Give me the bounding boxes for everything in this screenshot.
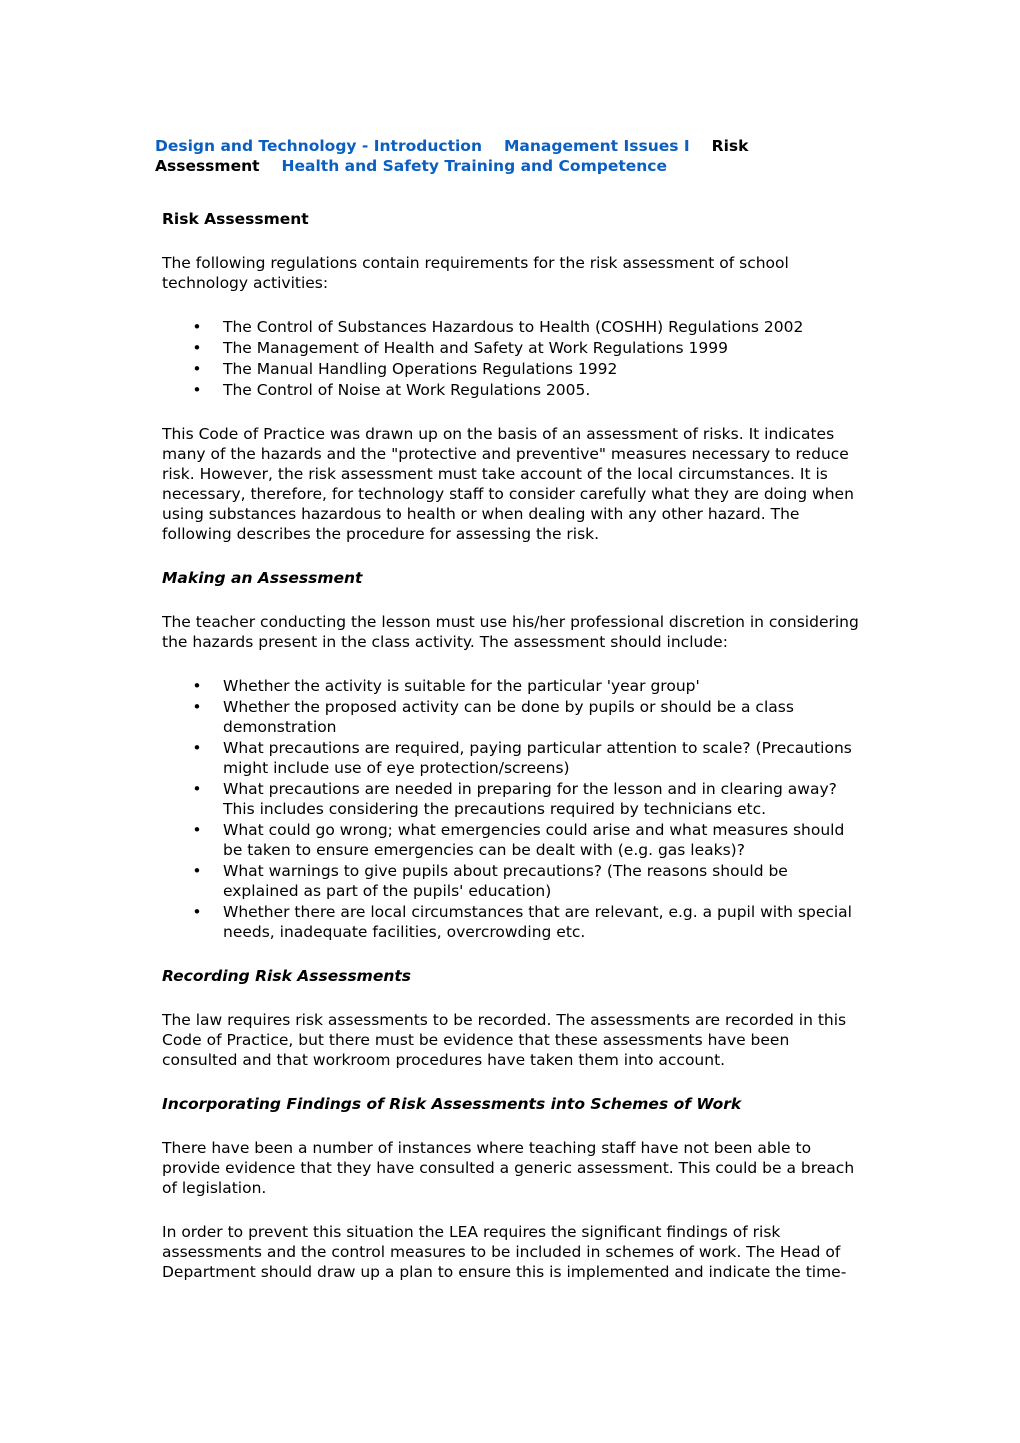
- nav-link-dt-introduction[interactable]: Design and Technology - Introduction: [155, 137, 482, 155]
- bullet-icon: •: [192, 903, 202, 921]
- bullet-icon: •: [192, 862, 202, 880]
- list-item: [192, 738, 862, 778]
- bullet-icon: •: [192, 739, 202, 757]
- bullet-icon: •: [192, 339, 202, 357]
- list-item-text: What precautions are required, paying particular attention to scale? (Precautions might include use of eye protection/screens): [223, 739, 852, 777]
- list-item: [192, 676, 862, 696]
- nav-link-health-safety-training[interactable]: Health and Safety Training and Competence: [281, 157, 667, 175]
- list-item: [192, 861, 862, 901]
- incorporating-findings-paragraph-1: There have been a number of instances where teaching staff have not been able to provide evidence that they have consulted a generic assessment. This could be a breach of legislation.: [162, 1139, 855, 1197]
- list-item: [192, 359, 862, 379]
- recording-assessments-paragraph: The law requires risk assessments to be recorded. The assessments are recorded in this Code of Practice, but there must be evidence that these assessments have been consulted and that workroom procedures have taken them into account.: [162, 1011, 847, 1069]
- list-item: [192, 338, 862, 358]
- list-item-text: The Control of Noise at Work Regulations 2005.: [223, 381, 591, 399]
- list-item: [192, 697, 862, 737]
- list-item-text: What could go wrong; what emergencies could arise and what measures should be taken to ensure emergencies can be dealt with (e.g. gas leaks)?: [223, 821, 845, 859]
- list-item-text: What warnings to give pupils about precautions? (The reasons should be explained as part of the pupils' education): [223, 862, 788, 900]
- bullet-icon: •: [192, 780, 202, 798]
- bullet-icon: •: [192, 677, 202, 695]
- bullet-icon: •: [192, 698, 202, 716]
- document-body: [162, 209, 862, 1306]
- nav-current-page: Risk Assessment: [155, 137, 749, 175]
- assessment-items-list: [162, 676, 862, 942]
- breadcrumb-nav: [155, 136, 795, 176]
- list-item: [192, 820, 862, 860]
- page-title: Risk Assessment: [162, 210, 309, 228]
- regulations-list: [162, 317, 862, 400]
- list-item: [192, 779, 862, 819]
- list-item: [192, 380, 862, 400]
- list-item: [192, 317, 862, 337]
- list-item-text: Whether the activity is suitable for the particular 'year group': [223, 677, 700, 695]
- list-item-text: Whether the proposed activity can be done by pupils or should be a class demonstration: [223, 698, 794, 736]
- bullet-icon: •: [192, 360, 202, 378]
- bullet-icon: •: [192, 821, 202, 839]
- making-assessment-paragraph: The teacher conducting the lesson must use his/her professional discretion in considering the hazards present in the class activity. The assessment should include:: [162, 613, 859, 651]
- intro-paragraph: The following regulations contain requirements for the risk assessment of school technology activities:: [162, 254, 789, 292]
- list-item-text: What precautions are needed in preparing for the lesson and in clearing away? This includes considering the precautions required by technicians etc.: [223, 780, 837, 818]
- code-of-practice-paragraph: This Code of Practice was drawn up on the basis of an assessment of risks. It indicates many of the hazards and the "protective and preventive" measures necessary to reduce risk. However, the risk assessment must take account of the local circumstances. It is necessary, therefore, for technology staff to consider carefully what they are doing when using substances hazardous to health or when dealing with any other hazard. The following describes the procedure for assessing the risk.: [162, 425, 854, 543]
- making-assessment-heading: Making an Assessment: [162, 569, 363, 587]
- list-item-text: The Manual Handling Operations Regulations 1992: [223, 360, 618, 378]
- recording-assessments-heading: Recording Risk Assessments: [162, 967, 412, 985]
- list-item-text: Whether there are local circumstances that are relevant, e.g. a pupil with special needs, inadequate facilities, overcrowding etc.: [223, 903, 852, 941]
- nav-link-management-issues[interactable]: Management Issues I: [503, 137, 690, 155]
- list-item: [192, 902, 862, 942]
- list-item-text: The Management of Health and Safety at Work Regulations 1999: [223, 339, 728, 357]
- bullet-icon: •: [192, 318, 202, 336]
- list-item-text: The Control of Substances Hazardous to Health (COSHH) Regulations 2002: [223, 318, 804, 336]
- bullet-icon: •: [192, 381, 202, 399]
- incorporating-findings-heading: Incorporating Findings of Risk Assessments into Schemes of Work: [162, 1095, 742, 1113]
- incorporating-findings-paragraph-2: In order to prevent this situation the LEA requires the significant findings of risk assessments and the control measures to be included in schemes of work. The Head of Department should draw up a plan to ensure this is implemented and indicate the time-: [162, 1223, 847, 1281]
